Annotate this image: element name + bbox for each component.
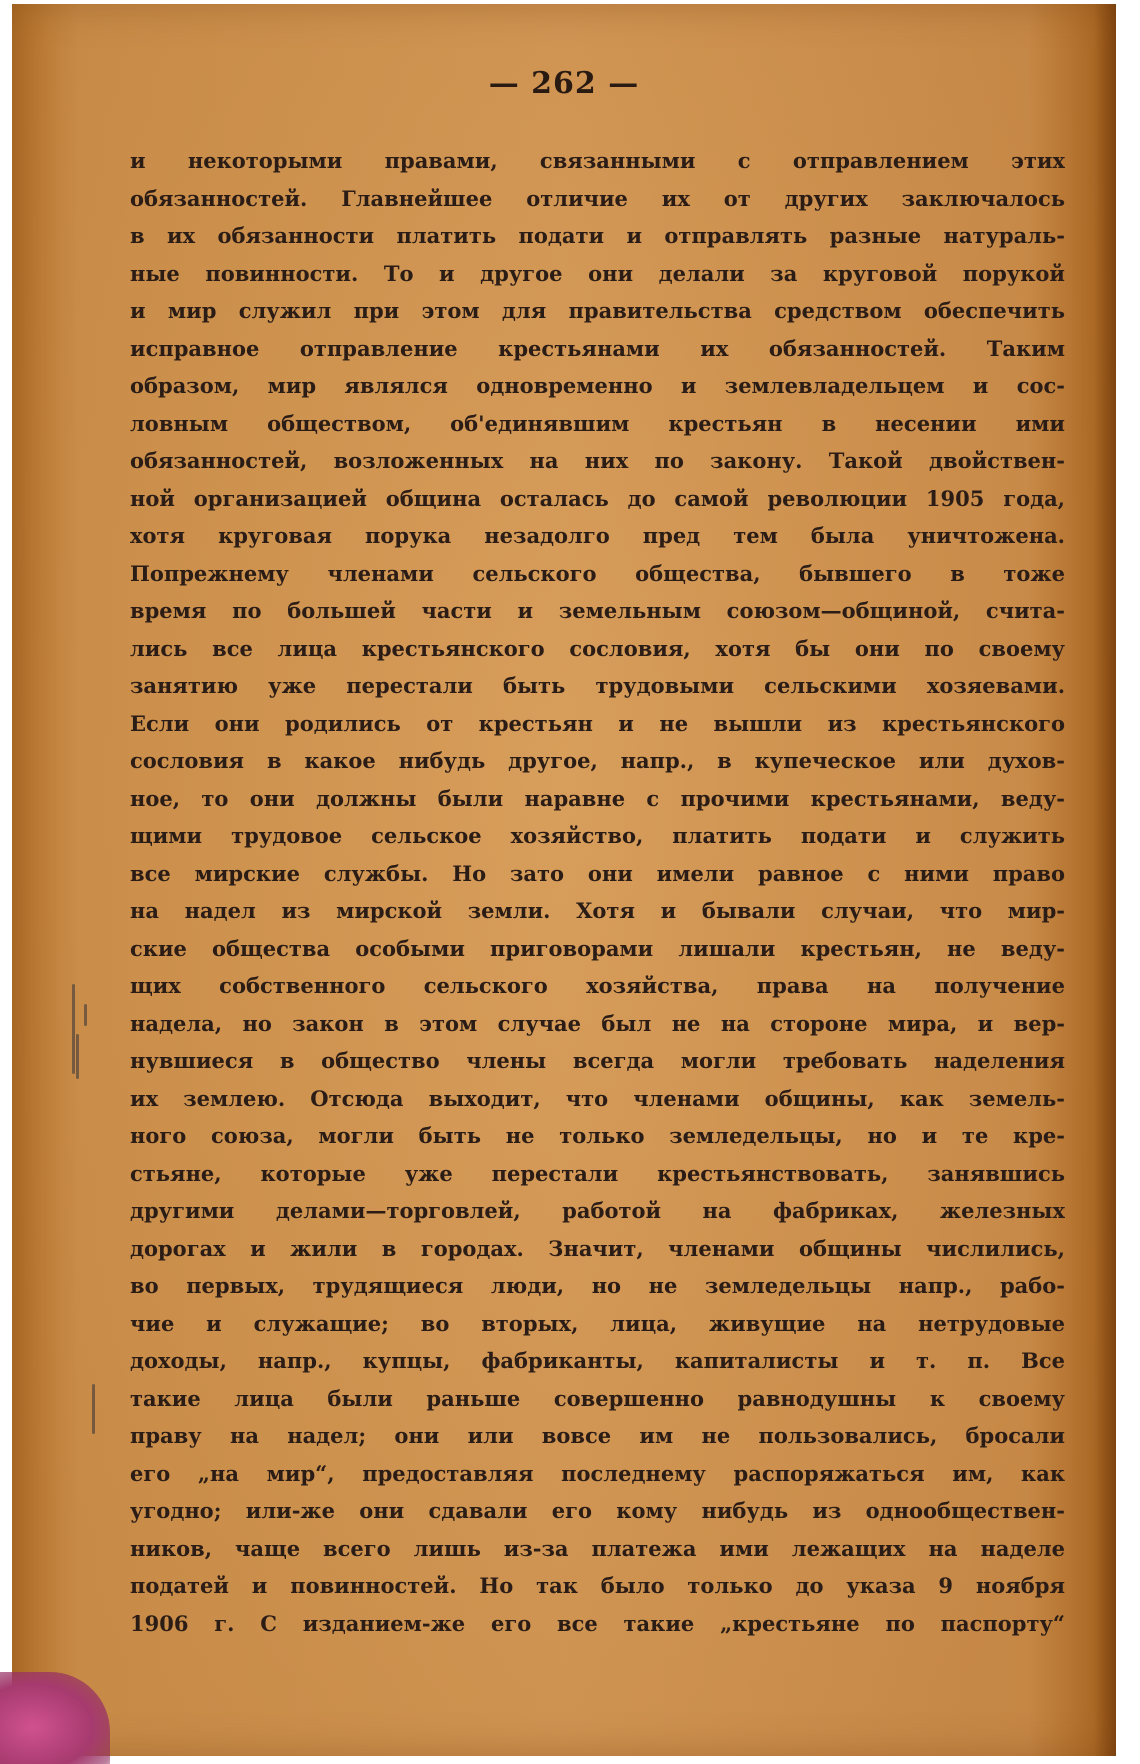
text-line: стьяне, которые уже перестали крестьянствовать, занявшись [130,1160,1065,1186]
text-line: праву на надел; они или вовсе им не пользовались, бросали [130,1423,1065,1448]
page-edge-shadow [1094,4,1116,1756]
text-line: исправное отправление крестьянами их обязанностей. Таким [130,335,1065,361]
text-line: Если они родились от крестьян и не вышли из крестьянского [130,710,1065,736]
text-line: щими трудовое сельское хозяйство, платить подати и служить [130,823,1065,848]
text-line: в их обязанности платить подати и отправлять разные натураль- [130,223,1065,248]
text-line: нувшиеся в общество члены всегда могли требовать наделения [130,1048,1065,1073]
text-line: хотя круговая порука незадолго пред тем была уничтожена. [130,523,1065,548]
text-line: во первых, трудящиеся люди, но не земледельцы напр., рабо- [130,1273,1065,1298]
margin-pencil-mark [76,1034,79,1079]
text-line: сословия в какое нибудь другое, напр., в купеческое или духов- [130,748,1065,773]
text-line: ловным обществом, об'единявшим крестьян в несении ими [130,410,1065,436]
text-line: лись все лица крестьянского сословия, хотя бы они по своему [130,635,1065,661]
text-line: щих собственного сельского хозяйства, права на получение [130,973,1065,998]
text-line: ного союза, могли быть не только земледельцы, но и те кре- [130,1123,1065,1148]
text-line: обязанностей. Главнейшее отличие их от других заключалось [130,185,1065,211]
text-line: другими делами—торговлей, работой на фабриках, железных [130,1198,1065,1223]
text-line: их землею. Отсюда выходит, что членами общины, как земель- [130,1085,1065,1111]
text-line: обязанностей, возложенных на них по закону. Такой двойствен- [130,448,1065,473]
body-text [130,142,1065,1702]
text-line: время по большей части и земельным союзом—общиной, счита- [130,598,1065,623]
text-line: образом, мир являлся одновременно и землевладельцем и сос- [130,373,1065,398]
text-line: такие лица были раньше совершенно равнодушны к своему [130,1385,1065,1411]
text-line: занятию уже перестали быть трудовыми сельскими хозяевами. [130,673,1065,698]
text-line: доходы, напр., купцы, фабриканты, капиталисты и т. п. Все [130,1348,1065,1373]
text-line: и некоторыми правами, связанными с отправлением этих [130,148,1065,173]
text-line: надела, но закон в этом случае был не на стороне мира, и вер- [130,1010,1065,1036]
text-line: Попрежнему членами сельского общества, бывшего в тоже [130,560,1065,586]
page-number: — 262 — [488,66,640,101]
text-line: чие и служащие; во вторых, лица, живущие на нетрудовые [130,1310,1065,1336]
text-line: и мир служил при этом для правительства средством обеспечить [130,298,1065,323]
text-line: ские общества особыми приговорами лишали крестьян, не веду- [130,935,1065,961]
text-line: ной организацией община осталась до самой революции 1905 года, [130,485,1065,511]
text-line: на надел из мирской земли. Хотя и бывали случаи, что мир- [130,898,1065,923]
text-line: 1906 г. С изданием-же его все такие „крестьяне по паспорту“ [130,1610,1065,1636]
text-line: ные повинности. То и другое они делали за круговой порукой [130,260,1065,286]
text-line: ников, чаще всего лишь из-за платежа ими лежащих на наделе [130,1535,1065,1561]
text-line: его „на мир“, предоставляя последнему распоряжаться им, как [130,1460,1065,1486]
text-line: дорогах и жили в городах. Значит, членами общины числились, [130,1235,1065,1261]
text-line: ное, то они должны были наравне с прочими крестьянами, веду- [130,785,1065,811]
text-line: все мирские службы. Но зато они имели равное с ними право [130,860,1065,886]
margin-pencil-mark [92,1384,95,1434]
margin-pencil-mark [84,1004,87,1026]
text-line: угодно; или-же они сдавали его кому нибудь из однообществен- [130,1498,1065,1523]
text-line: податей и повинностей. Но так было только до указа 9 ноября [130,1573,1065,1598]
book-page [12,4,1116,1756]
margin-pencil-mark [72,984,75,1074]
